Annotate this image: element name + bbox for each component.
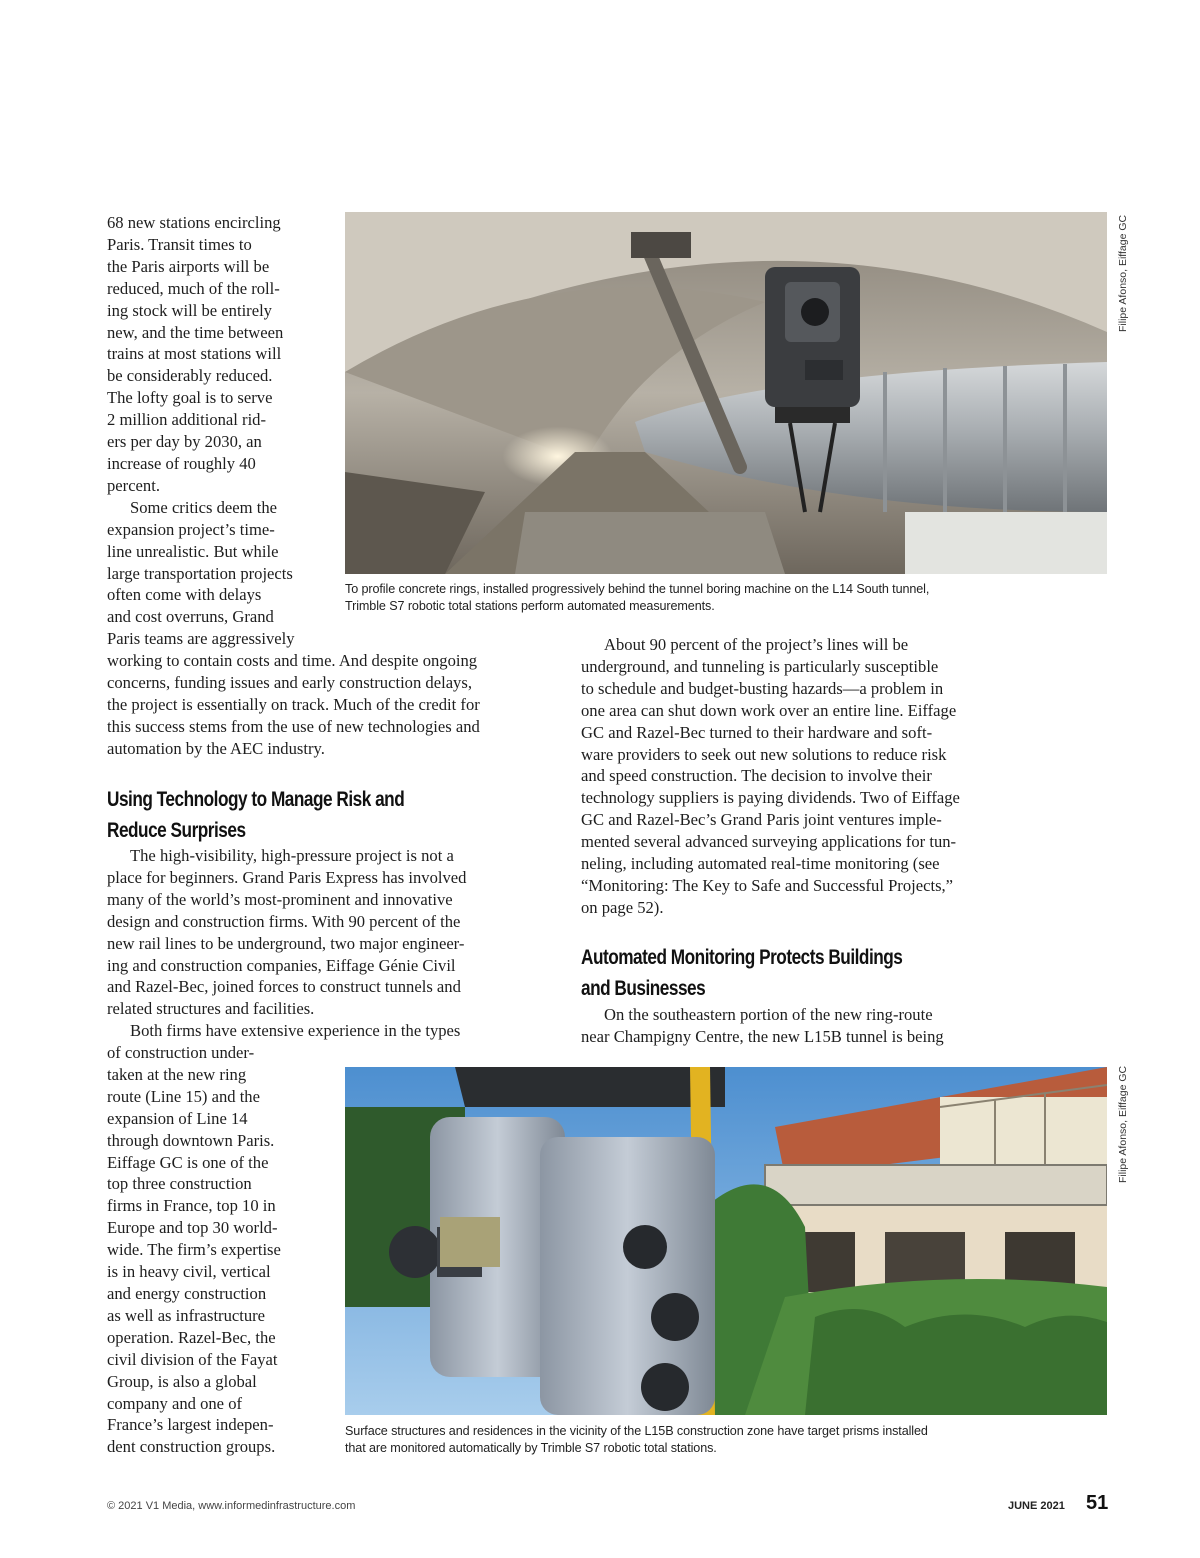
article-col1-para3 <box>107 845 552 1042</box>
text-line: place for beginners. Grand Paris Express has involved <box>107 867 467 887</box>
col1-para4-lines <box>107 1042 332 1458</box>
text-line: new rail lines to be underground, two major engineer- <box>107 933 465 953</box>
tunnel-photo-illustration <box>345 212 1107 574</box>
text-line: ers per day by 2030, an <box>107 432 262 452</box>
text-line: ing stock will be entirely <box>107 300 272 320</box>
text-line: Eiffage GC is one of the <box>107 1152 269 1172</box>
text-line: large transportation projects <box>107 563 293 583</box>
text-line: dent construction groups. <box>107 1437 276 1457</box>
text-line: one area can shut down work over an entire line. Eiffage <box>581 700 957 720</box>
text-line: of construction under- <box>107 1043 255 1062</box>
text-line: the Paris airports will be <box>107 256 270 276</box>
text-line: “Monitoring: The Key to Safe and Successful Projects,” <box>581 875 954 895</box>
text-line: concerns, funding issues and early construction delays, <box>107 672 472 692</box>
residences-photo-caption <box>345 1423 1065 1456</box>
text-line: is in heavy civil, vertical <box>107 1262 271 1282</box>
heading1-line1: Using Technology to Manage Risk and <box>107 788 405 811</box>
section-heading-monitoring <box>581 942 902 1004</box>
text-line: be considerably reduced. <box>107 366 273 386</box>
residences-photo-illustration <box>345 1067 1107 1415</box>
text-line: increase of roughly 40 <box>107 453 256 473</box>
text-line: The high-visibility, high-pressure project is not a <box>130 846 454 865</box>
text-line: line unrealistic. But while <box>107 541 279 561</box>
text-line: The lofty goal is to serve <box>107 388 273 408</box>
text-line: reduced, much of the roll- <box>107 278 280 298</box>
text-line: technology suppliers is paying dividends. Two of Eiffage <box>581 788 960 808</box>
text-line: on page 52). <box>581 897 664 917</box>
article-col1-wide <box>107 650 552 760</box>
text-line: Both firms have extensive experience in the types <box>130 1021 461 1041</box>
text-line: underground, and tunneling is particularly susceptible <box>581 656 939 676</box>
article-col1-para4 <box>107 1042 332 1458</box>
text-line: Group, is also a global <box>107 1371 257 1391</box>
footer-issue-date: JUNE 2021 <box>1008 1500 1065 1512</box>
page-number: 51 <box>1086 1492 1109 1514</box>
section-heading-technology <box>107 784 404 846</box>
text-line: expansion project’s time- <box>107 519 275 539</box>
text-line: trains at most stations will <box>107 344 282 364</box>
text-line: this success stems from the use of new technologies and <box>107 716 480 736</box>
col1-para3-lines <box>107 845 552 1042</box>
text-line: route (Line 15) and the <box>107 1086 260 1106</box>
tunnel-caption-line2: Trimble S7 robotic total stations perform automated measurements. <box>345 598 715 613</box>
text-line: and speed construction. The decision to involve their <box>581 766 932 786</box>
text-line: operation. Razel-Bec, the <box>107 1327 276 1347</box>
article-col1-top <box>107 212 332 650</box>
residences-caption-line1: Surface structures and residences in the vicinity of the L15B construction zone have target prisms installed <box>345 1424 928 1438</box>
text-line: About 90 percent of the project’s lines will be <box>604 635 909 654</box>
footer-copyright: © 2021 V1 Media, www.informedinfrastructure.com <box>107 1500 356 1512</box>
text-line: 68 new stations encircling <box>107 213 281 232</box>
heading1-line2: Reduce Surprises <box>107 819 246 842</box>
text-line: GC and Razel-Bec’s Grand Paris joint ventures imple- <box>581 810 942 830</box>
text-line: Europe and top 30 world- <box>107 1218 278 1238</box>
text-line: many of the world’s most-prominent and innovative <box>107 889 453 909</box>
article-col2-para2 <box>581 1004 1026 1048</box>
text-line: mented several advanced surveying applications for tun- <box>581 832 957 852</box>
text-line: new, and the time between <box>107 322 284 342</box>
text-line: often come with delays <box>107 585 262 605</box>
tunnel-photo-credit: Filipe Afonso, Eiffage GC <box>1117 214 1129 332</box>
text-line: wide. The firm’s expertise <box>107 1240 281 1260</box>
text-line: near Champigny Centre, the new L15B tunnel is being <box>581 1026 944 1046</box>
col1-para2-wide <box>107 650 552 760</box>
text-line: 2 million additional rid- <box>107 410 267 430</box>
heading2-line1: Automated Monitoring Protects Buildings <box>581 946 903 969</box>
col1-para2-narrow <box>107 497 332 650</box>
text-line: working to contain costs and time. And despite ongoing <box>107 651 478 670</box>
residences-photo <box>345 1067 1107 1415</box>
text-line: through downtown Paris. <box>107 1130 275 1150</box>
text-line: automation by the AEC industry. <box>107 738 325 758</box>
text-line: company and one of <box>107 1393 243 1413</box>
text-line: design and construction firms. With 90 percent of the <box>107 911 461 931</box>
text-line: France’s largest indepen- <box>107 1415 274 1435</box>
text-line: firms in France, top 10 in <box>107 1196 276 1216</box>
col2-para1-lines <box>581 634 1026 919</box>
tunnel-photo <box>345 212 1107 574</box>
residences-caption-line2: that are monitored automatically by Trimble S7 robotic total stations. <box>345 1440 717 1455</box>
article-col2-para1 <box>581 634 1026 919</box>
text-line: and cost overruns, Grand <box>107 607 274 627</box>
text-line: as well as infrastructure <box>107 1305 266 1325</box>
text-line: to schedule and budget-busting hazards—a problem in <box>581 678 944 698</box>
text-line: and energy construction <box>107 1283 267 1303</box>
text-line: GC and Razel-Bec turned to their hardware and soft- <box>581 722 933 742</box>
text-line: top three construction <box>107 1174 252 1194</box>
text-line: and Razel-Bec, joined forces to construct tunnels and <box>107 977 461 997</box>
text-line: Some critics deem the <box>130 497 277 517</box>
col1-top-lines <box>107 212 332 497</box>
col2-para2-lines <box>581 1004 1026 1048</box>
text-line: ware providers to seek out new solutions to reduce risk <box>581 744 947 764</box>
heading2-line2: and Businesses <box>581 977 706 1000</box>
residences-photo-credit: Filipe Afonso, Eiffage GC <box>1117 1065 1129 1183</box>
text-line: On the southeastern portion of the new ring-route <box>604 1005 933 1024</box>
text-line: percent. <box>107 475 160 495</box>
tunnel-photo-caption <box>345 581 1065 614</box>
text-line: neling, including automated real-time monitoring (see <box>581 854 940 874</box>
text-line: civil division of the Fayat <box>107 1349 278 1369</box>
tunnel-caption-line1: To profile concrete rings, installed progressively behind the tunnel boring machine on the L14 South tunnel, <box>345 582 930 596</box>
text-line: ing and construction companies, Eiffage Génie Civil <box>107 955 456 975</box>
text-line: related structures and facilities. <box>107 999 315 1019</box>
text-line: the project is essentially on track. Much of the credit for <box>107 694 480 714</box>
text-line: expansion of Line 14 <box>107 1108 248 1128</box>
text-line: Paris teams are aggressively <box>107 629 295 649</box>
text-line: taken at the new ring <box>107 1064 247 1084</box>
text-line: Paris. Transit times to <box>107 234 252 254</box>
